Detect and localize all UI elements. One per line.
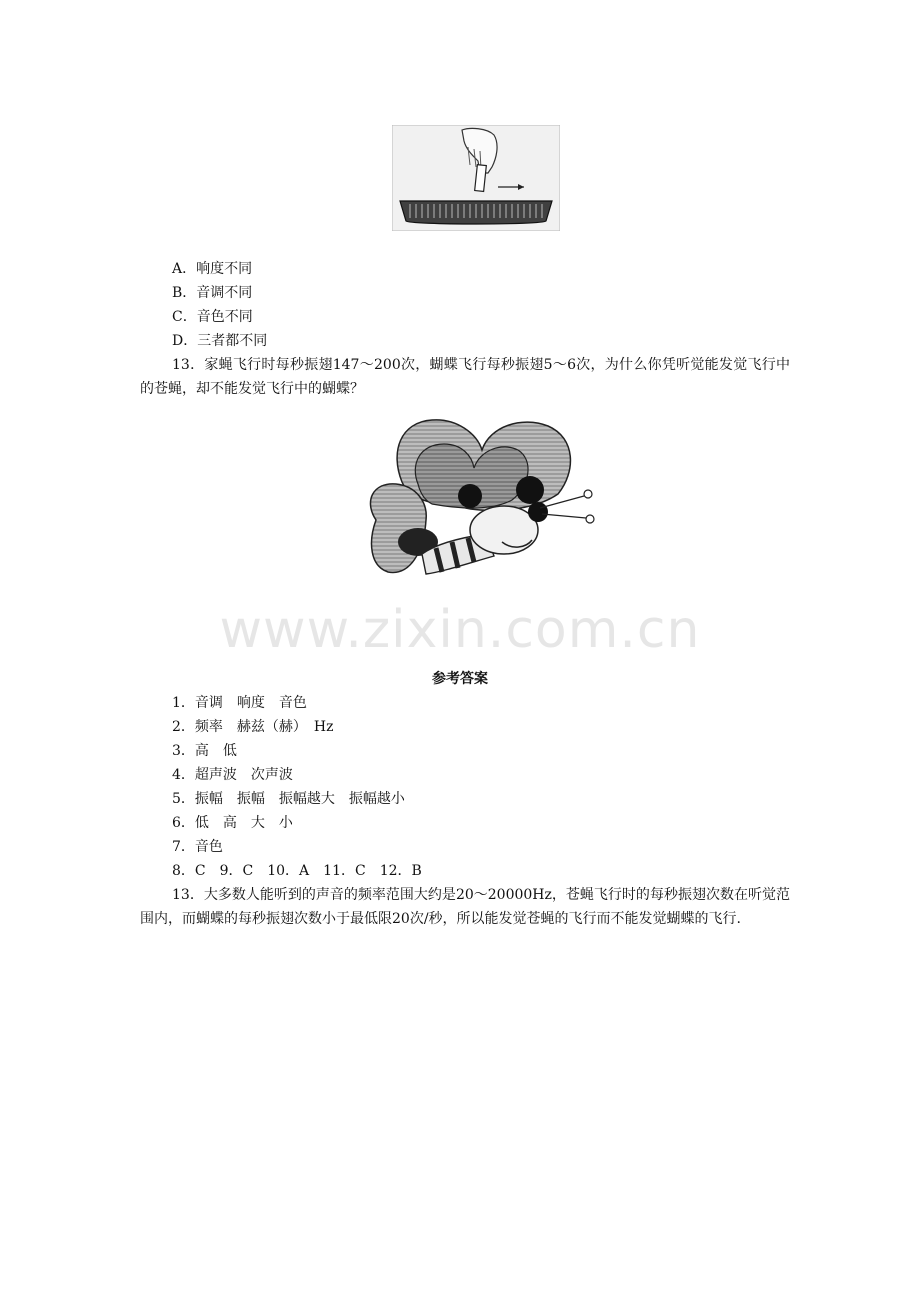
option-c: C．音色不同 [172, 309, 253, 325]
answer-item: 2．频率 赫兹（赫） Hz [172, 719, 334, 735]
butterfly-figure [362, 412, 606, 582]
answer-item: 3．高 低 [172, 743, 237, 759]
answer-item: 4．超声波 次声波 [172, 767, 293, 783]
answer-item: 6．低 高 大 小 [172, 815, 293, 831]
comb-card-figure [392, 125, 560, 231]
question-13: 13．家蝇飞行时每秒振翅147～200次，蝴蝶飞行每秒振翅5～6次，为什么你凭听觉能发觉飞行中的苍蝇，却不能发觉飞行中的蝴蝶？ [140, 357, 790, 397]
option-d: D．三者都不同 [172, 333, 268, 349]
answer-13: 13．大多数人能听到的声音的频率范围大约是20～20000Hz，苍蝇飞行时的每秒振翅次数在听觉范围内，而蝴蝶的每秒振翅次数小于最低限20次/秒，所以能发觉苍蝇的飞行而不能发觉蝴蝶的飞行. [140, 887, 790, 927]
answer-item: 8．C 9．C 10．A 11．C 12．B [172, 863, 422, 879]
answer-item: 7．音色 [172, 839, 223, 855]
option-a: A．响度不同 [172, 261, 253, 277]
watermark: www.zixin.com.cn [219, 600, 701, 660]
option-b: B．音调不同 [172, 285, 253, 301]
answer-item: 5．振幅 振幅 振幅越大 振幅越小 [172, 791, 405, 807]
answers-title: 参考答案 [432, 671, 488, 687]
answer-item: 1．音调 响度 音色 [172, 695, 307, 711]
